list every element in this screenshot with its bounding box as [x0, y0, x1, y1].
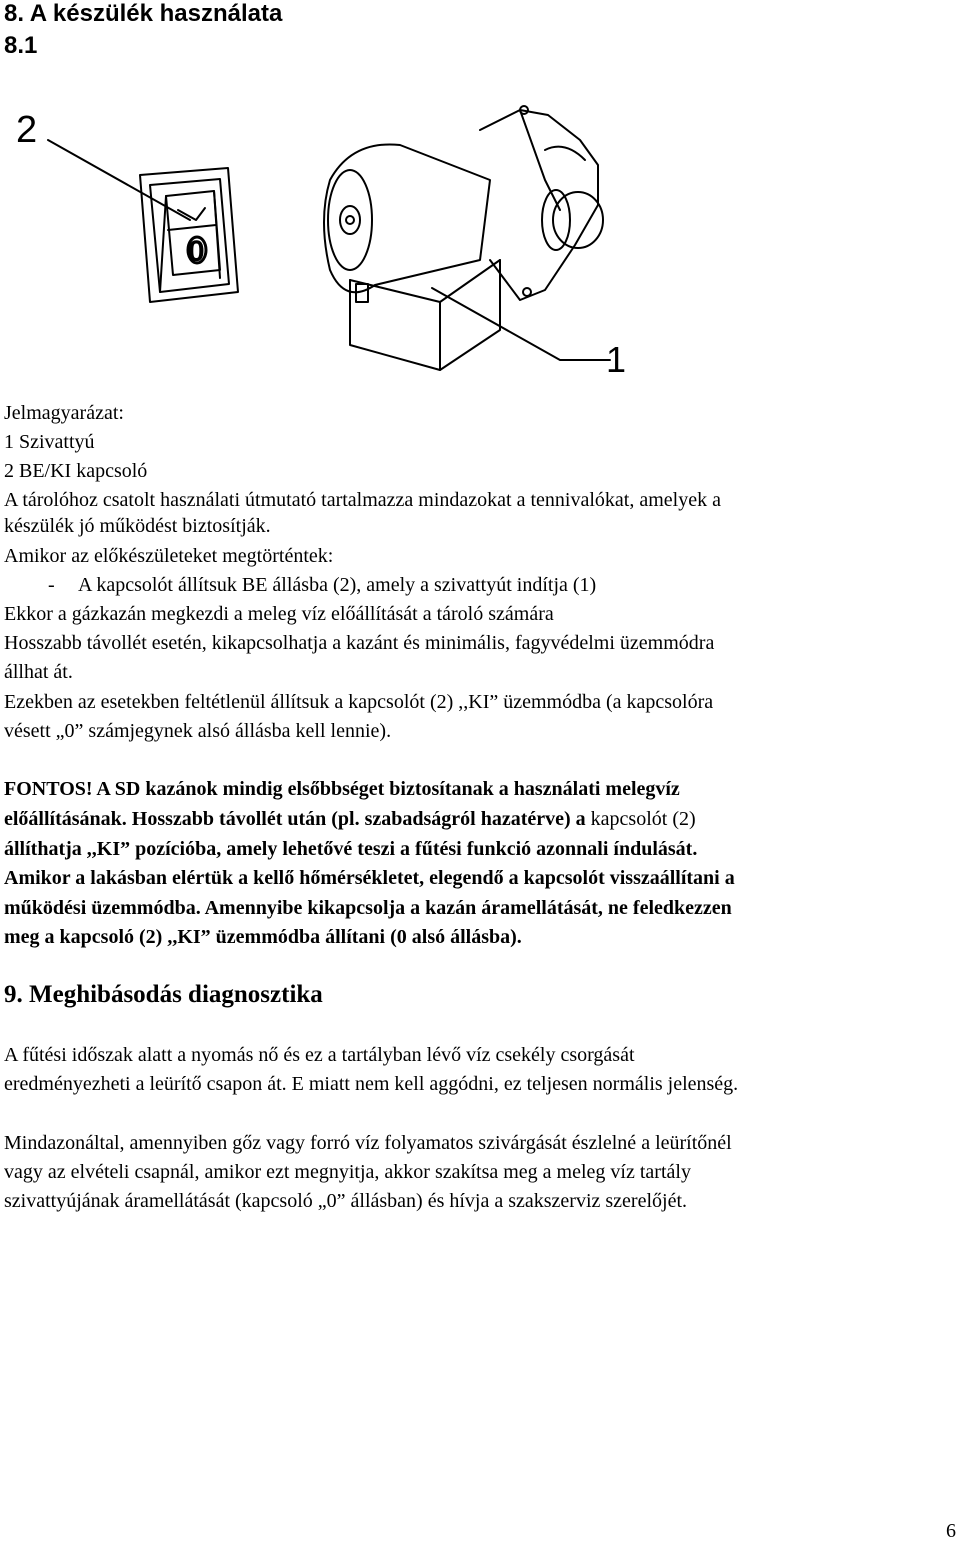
important-line-2-bold: előállításának. Hosszabb távollét után (pl. szabadságról hazatérve) a — [4, 808, 586, 830]
callout-1-label: 1 — [606, 339, 627, 380]
body-line: A tárolóhoz csatolt használati útmutató tartalmazza mindazokat a tennivalókat, amelyek a — [4, 489, 721, 511]
body-line: Hosszabb távollét esetén, kikapcsolhatja a kazánt és minimális, fagyvédelmi üzemmódra — [4, 632, 715, 654]
important-line: állíthatja ,,KI” pozícióba, amely lehetővé teszi a fűtési funkció azonnali índulását. — [4, 838, 698, 860]
legend-title: Jelmagyarázat: — [4, 402, 124, 424]
switch-zero-label: 0 — [188, 235, 205, 268]
important-line: FONTOS! A SD kazánok mindig elsőbbséget biztosítanak a használati melegvíz — [4, 778, 680, 800]
important-line: meg a kapcsoló (2) ,,KI” üzemmódba állítani (0 alsó állásba). — [4, 926, 522, 948]
important-line: működési üzemmódba. Amennyibe kikapcsolja a kazán áramellátását, ne feledkezzen — [4, 897, 732, 919]
body-line: szivattyújának áramellátását (kapcsoló „0” állásban) és hívja a szakszerviz szerelőjét. — [4, 1190, 688, 1212]
body-line: vésett „0” számjegynek alsó állásba kell lennie). — [4, 720, 392, 742]
pump-icon — [324, 106, 603, 370]
body-line: Ekkor a gázkazán megkezdi a meleg víz előállítását a tároló számára — [4, 603, 554, 625]
body-line: Amikor az előkészületeket megtörténtek: — [4, 545, 334, 567]
important-line-2-plain: kapcsolót (2) — [585, 808, 696, 830]
body-line: A fűtési időszak alatt a nyomás nő és ez a tartályban lévő víz csekély csorgását — [4, 1044, 635, 1066]
body-line: eredményezheti a leürítő csapon át. E miatt nem kell aggódni, ez teljesen normális jelenség. — [4, 1073, 739, 1095]
pump-switch-figure — [0, 70, 660, 390]
legend-item-2: 2 BE/KI kapcsoló — [4, 460, 148, 482]
important-line-2 — [4, 806, 696, 832]
bullet-dash: - — [48, 574, 55, 596]
subsection-heading: 8.1 — [4, 32, 38, 59]
callout-2-leader — [48, 140, 190, 220]
section-heading: 8. A készülék használata — [4, 0, 283, 27]
body-line: vagy az elvételi csapnál, amikor ezt megnyitja, akkor szakítsa meg a meleg víz tartály — [4, 1161, 691, 1183]
callout-2-label: 2 — [16, 109, 38, 151]
body-line: Ezekben az esetekben feltétlenül állítsuk a kapcsolót (2) ,,KI” üzemmódba (a kapcsolóra — [4, 691, 714, 713]
body-line: Mindazonáltal, amennyiben gőz vagy forró víz folyamatos szivárgását észlelné a leürítőnél — [4, 1132, 732, 1154]
bullet-text: A kapcsolót állítsuk BE állásba (2), amely a szivattyút indítja (1) — [78, 574, 597, 596]
body-line: készülék jó működést biztosítják. — [4, 515, 271, 537]
page-number: 6 — [946, 1520, 956, 1542]
section-9-heading: 9. Meghibásodás diagnosztika — [4, 981, 323, 1008]
legend-item-1: 1 Szivattyú — [4, 431, 95, 453]
important-line: Amikor a lakásban elértük a kellő hőmérsékletet, elegendő a kapcsolót visszaállítani a — [4, 867, 735, 889]
body-line: állhat át. — [4, 661, 73, 683]
